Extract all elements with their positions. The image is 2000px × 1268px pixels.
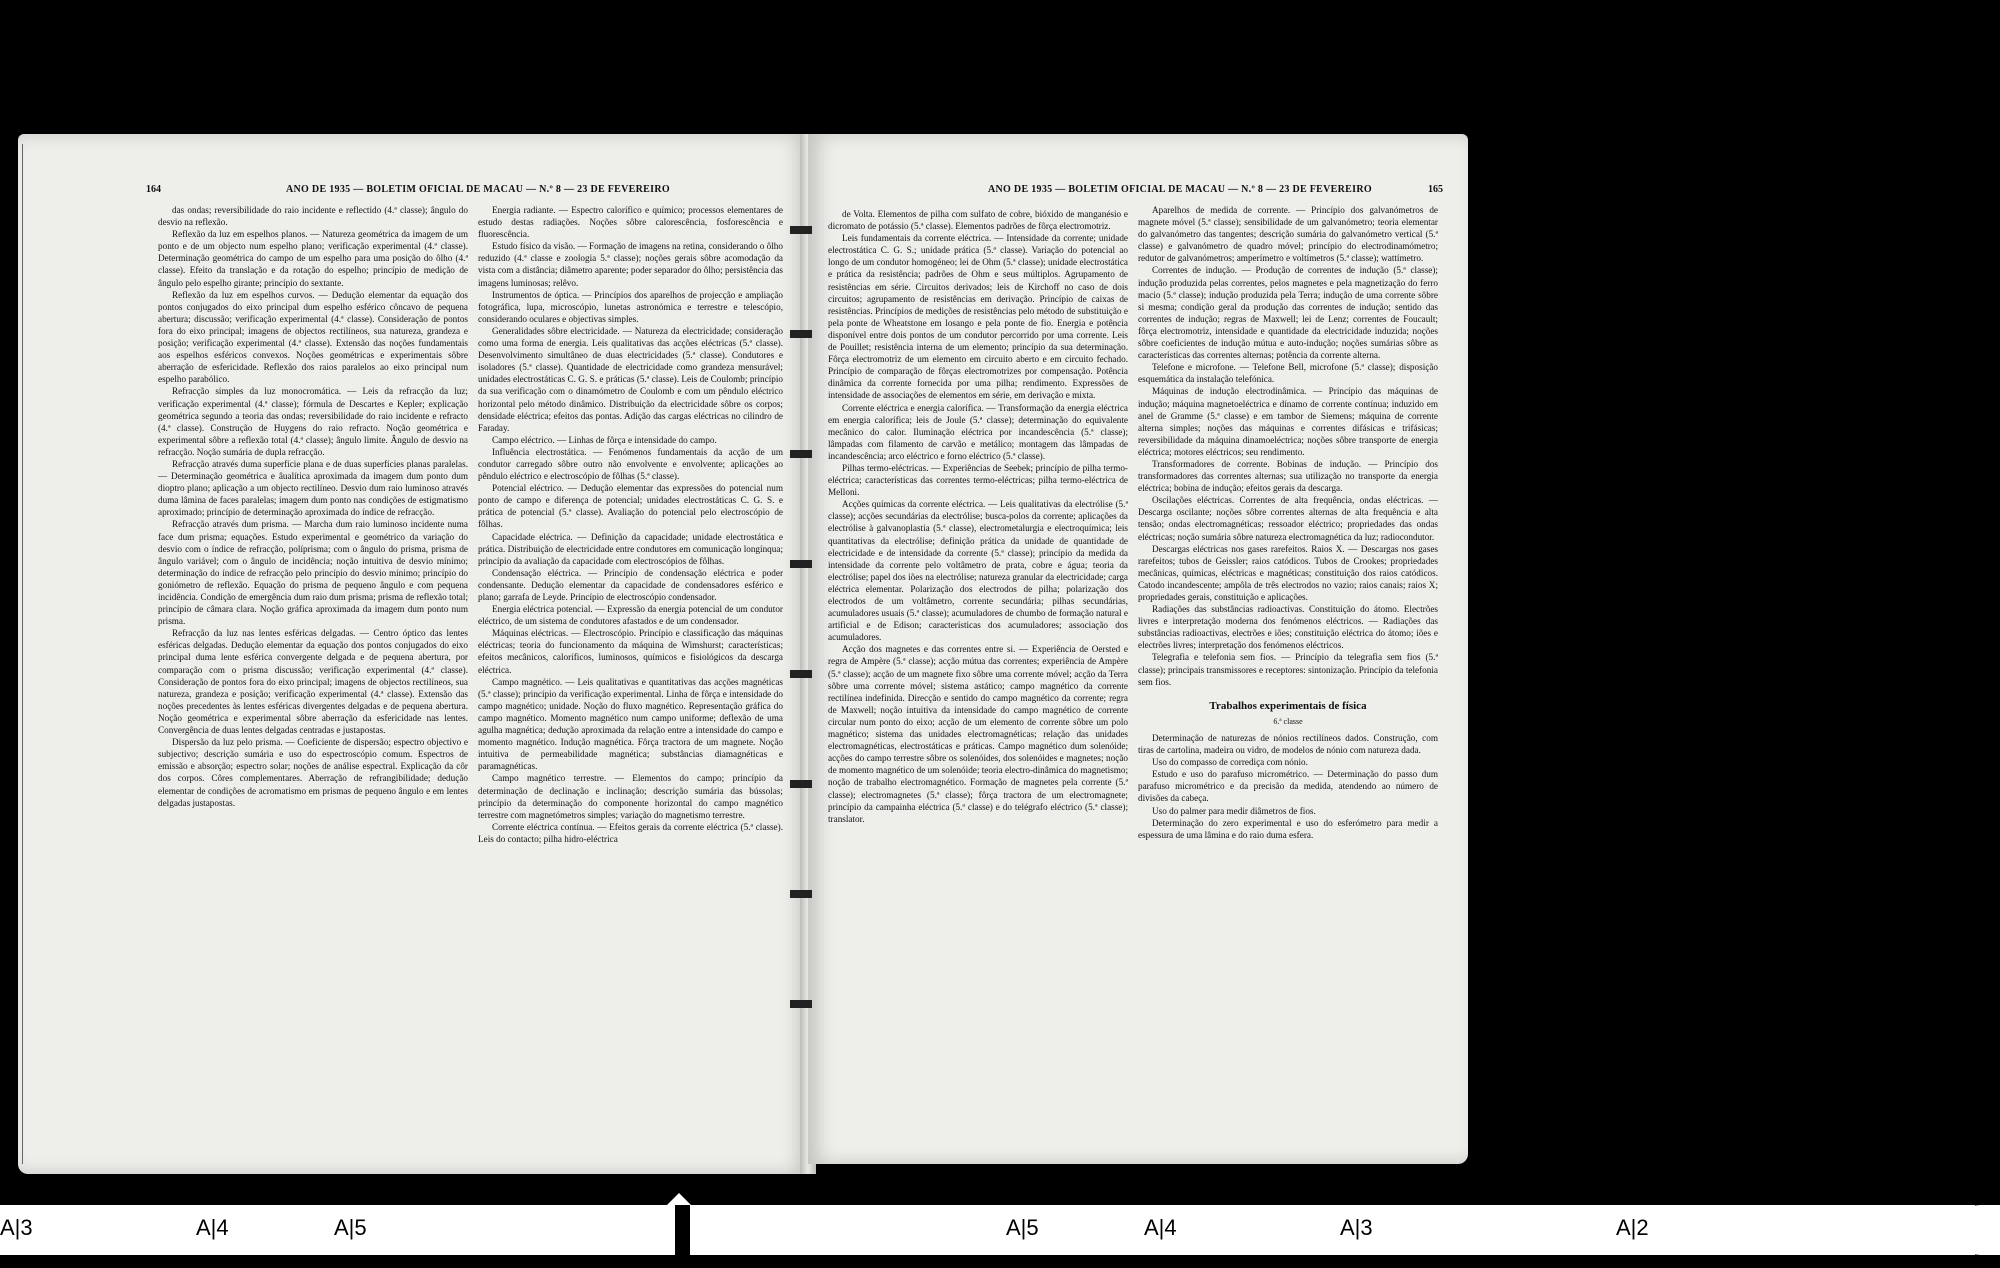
paragraph: Generalidades sôbre electricidade. — Natureza da electricidade; consideração como uma forma de energia. Leis qualitativas das acções eléctricas (5.ª classe). Desenvolvimento simultâneo de duas electricidades (5.ª classe). Condutores e isoladores (5.ª classe). Quantidade de electricidade como grandeza mensurável; unidades electrostáticas C. G. S. e práticas (5.ª classe). Leis de Coulomb; princípio da sua verificação com o dinamómetro de Coulomb e com um pêndulo eléctrico horizontal pelo método dinâmico. Distribuição da electricidade sôbre os corpos; densidade eléctrica; efeitos das pontas. Adição das cargas eléctricas no cilindro de Faraday. bbox=[478, 325, 783, 433]
margin-mark bbox=[790, 890, 812, 898]
right-page-column-1 bbox=[828, 208, 1128, 1158]
page-edge-lines bbox=[22, 144, 83, 1164]
margin-mark bbox=[790, 670, 812, 678]
right-page-header: ANO DE 1935 — BOLETIM OFICIAL DE MACAU — N.º 8 — 23 DE FEVEREIRO bbox=[988, 184, 1372, 195]
left-page-header: ANO DE 1935 — BOLETIM OFICIAL DE MACAU — N.º 8 — 23 DE FEVEREIRO bbox=[286, 184, 670, 195]
paragraph: Instrumentos de óptica. — Princípios dos aparelhos de projecção e ampliação fotográfica, lupa, microscópio, lunetas astronómica e terrestre e telescópio, considerando oculares e objectivas simples. bbox=[478, 289, 783, 324]
paragraph: Corrente eléctrica contínua. — Efeitos gerais da corrente eléctrica (5.ª classe). Leis do contacto; pilha hidro-eléctrica bbox=[478, 821, 783, 844]
paragraph: Influência electrostática. — Fenómenos fundamentais da acção de um condutor carregado sôbre outro não envolvente e envolvente; aplicações ao pêndulo eléctrico e electroscópio de fôlhas (5.ª classe). bbox=[478, 446, 783, 482]
ruler-label: A|4 bbox=[196, 1215, 229, 1240]
left-page-column-2 bbox=[478, 204, 783, 1164]
paragraph: Acções químicas da corrente eléctrica. — Leis qualitativas da electrólise (5.ª classe); acções secundárias da electrólise; busca-polos da corrente; aplicações da electrólise à galvanoplastia (5.ª classe), electrometalurgia e electroquímica; leis quantitativas da electrólise; definição prática da unidade de quantidade de electricidade e de intensidade da corrente (5.ª classe); princípio da medida da intensidade da corrente pelo voltâmetro de prata, cobre e água; teoria da electrólise; papel dos iões na electrólise; natureza granular da electricidade; carga eléctrica elementar. Polarização dos electrodos de pilha; polarização dos electrodos de um voltâmetro, corrente secundária; pilhas secundárias, acumuladores usuais (5.ª classe); acumuladores de chumbo de formação natural e artificial e de Edison; características dos acumuladores; associação dos acumuladores. bbox=[828, 499, 1128, 643]
paragraph: Campo magnético terrestre. — Elementos do campo; princípio da determinação de declinação e inclinação; descrição sumária das bússolas; princípio da determinação do componente horizontal do campo magnético terrestre com magnetómetros simples; variação do magnetismo terrestre. bbox=[478, 773, 783, 820]
paragraph: Aparelhos de medida de corrente. — Princípio dos galvanómetros de magnete móvel (5.ª classe); sensibilidade de um galvanómetro; teoria elementar do galvanómetro das tangentes; descrição sumária do galvanómetro vertical (5.ª classe) e galvanómetro de quadro móvel; princípio do electrodinamómetro; redutor de galvanómetros; amperímetro e voltímetros (5.ª classe); wattímetro. bbox=[1138, 205, 1438, 264]
paragraph: Corrente eléctrica e energia calorífica. — Transformação da energia eléctrica em energia calorífica; leis de Joule (5.ª classe); determinação do equivalente mecânico do calor. Iluminação eléctrica por incandescência (5.ª classe); lâmpadas com filamento de carvão e metálico; montagem das lâmpadas de incandescência; arco eléctrico e forno eléctrico (5.ª classe). bbox=[828, 402, 1128, 461]
paragraph: Correntes de indução. — Produção de correntes de indução (5.ª classe); indução produzida pelas correntes, pelos magnetes e pela magnetização do ferro macio (5.ª classe); indução produzida pela Terra; indução de uma corrente sôbre si mesma; condição geral da produção das correntes de indução; sentido das correntes de indução; regras de Maxwell; lei de Lenz; correntes de Foucault; fôrça electromotriz, intensidade e quantidade da electricidade induzida; noções sôbre coeficientes de indução mútua e auto-indução; noções sumárias sôbre as características das correntes alternas; potência da corrente alterna. bbox=[1138, 265, 1438, 361]
paragraph: Potencial eléctrico. — Dedução elementar das expressões do potencial num ponto de campo e diferença de potencial; unidades electrostáticas C. G. S. e prática de potencial (5.ª classe). Avaliação do potencial pelo electroscópio de fôlhas. bbox=[478, 483, 783, 530]
paragraph: Estudo e uso do parafuso micrométrico. — Determinação do passo dum parafuso micrométrico e da precisão da medida, atendendo ao número de divisões da cabeça. bbox=[1138, 769, 1438, 804]
paragraph: Energia radiante. — Espectro calorífico e químico; processos elementares de estudo destas radiações. Noções sôbre calorescência, fosforescência e fluorescência. bbox=[478, 205, 783, 240]
paragraph: Descargas eléctricas nos gases rarefeitos. Raios X. — Descargas nos gases rarefeitos; tubos de Geissler; raios catódicos. Tubos de Crookes; propriedades mecânicas, químicas, eléctricas e magnéticas; constituição dos raios catódicos. Catodo incandescente; ampôla de três electrodos no vazio; raios canais; raios X; propriedades gerais, constituição e aplicações. bbox=[1138, 543, 1438, 602]
paragraph: Reflexão da luz em espelhos curvos. — Dedução elementar da equação dos pontos conjugados do eixo principal dum espelho esférico côncavo de pequena abertura; discussão; verificação experimental (4.ª classe). Consideração de pontos fora do eixo principal; imagens de objectos rectilíneos, sua natureza, grandeza e posição; verificação experimental (4.ª classe). Extensão das noções fundamentais aos espelhos esféricos convexos. Noções geométricas e experimentais sôbre aberração de esfericidade. Reflexão dos raios paralelos ao eixo principal num espelho parabólico. bbox=[158, 289, 468, 385]
paragraph: Máquinas eléctricas. — Electroscópio. Princípio e classificação das máquinas eléctricas; teoria do funcionamento da máquina de Wimshurst; características; efeitos mecânicos, caloríficos, luminosos, químicos e fisiológicos da descarga eléctrica. bbox=[478, 628, 783, 675]
left-page-number: 164 bbox=[146, 184, 161, 195]
paragraph: Leis fundamentais da corrente eléctrica. — Intensidade da corrente; unidade electrostática C. G. S.; unidade prática (5.ª classe). Variação do potencial ao longo de um condutor homogéneo; lei de Ohm (5.ª classe); unidade electrostática e prática da resistência; padrões de Ohm e seus múltiplos. Agrupamento de resistências em série. Circuitos derivados; leis de Kirchoff no caso de dois circuitos; agrupamento de resistências em derivação. Princípio de caixas de resistências. Princípios de medições de resistências pelo método de substituição e pela ponte de Wheatstone em losango e pela ponte de fio. Energia e potência disponível entre dois pontos de um condutor percorrido por uma corrente. Leis de Pouillet; resistência interna de um elemento; princípio da sua determinação. Fôrça electromotriz de um elemento em circuito aberto e em circuito fechado. Princípio de comparação de fôrças electromotrizes por compensação. Potência dinâmica da corrente fornecida por uma pilha; rendimento. Expressões de intensidade de associações de elementos em série, em derivação e mixta. bbox=[828, 233, 1128, 401]
ruler-strip-right bbox=[690, 1205, 1975, 1255]
paragraph: das ondas; reversibilidade do raio incidente e reflectido (4.ª classe); ângulo do desvio na reflexão. bbox=[158, 205, 468, 228]
paragraph: Estudo físico da visão. — Formação de imagens na retina, considerando o ôlho reduzido (4.ª classe e zoologia 5.ª classe); noções gerais sôbre acomodação da vista com a distância; diâmetro aparente; poder separador do ôlho; persistência das imagens luminosas; relêvo. bbox=[478, 241, 783, 288]
left-page-column-1 bbox=[158, 204, 468, 1164]
document-spread bbox=[18, 134, 1468, 1174]
ruler-label: A|5 bbox=[334, 1215, 367, 1240]
margin-mark bbox=[790, 1000, 812, 1008]
paragraph: Campo magnético. — Leis qualitativas e quantitativas das acções magnéticas (5.ª classe); princípio da verificação experimental. Linha de fôrça e intensidade do campo magnético; unidade. Noção do fluxo magnético. Representação gráfica do campo magnético. Momento magnético num campo uniforme; deflexão de uma agulha magnética; dedução aproximada da relação entre a intensidade do campo e momento magnético. Indução magnética. Fôrça tractora de um magnete. Noção intuitiva de permeabilidade magnética; substâncias diamagnéticas e paramagnéticas. bbox=[478, 676, 783, 772]
section-subtitle: 6.ª classe bbox=[1273, 716, 1303, 726]
right-page-number: 165 bbox=[1428, 184, 1443, 195]
paragraph: Capacidade eléctrica. — Definição da capacidade; unidade electrostática e prática. Distribuição de electricidade entre condutores em comunicação longínqua; princípio da avaliação da capacidade com electroscópios de fôlhas. bbox=[478, 531, 783, 566]
paragraph: Refracção através dum prisma. — Marcha dum raio luminoso incidente numa face dum prisma; equações. Estudo experimental e geométrico da variação do desvio com o índice de refracção, políprisma; com o ângulo do prisma, prisma de ângulo variável; com o ângulo de incidência; noção intuitiva de desvio mínimo; determinação do índice de refracção pelo princípio do desvio mínimo; princípio do goniómetro de reflexão. Equação do prisma de pequeno ângulo e com pequena incidência. Condição de emergência dum raio dum prisma; prisma de reflexão total; princípio de câmara clara. Noção gráfica aproximada da imagem dum ponto num prisma. bbox=[158, 519, 468, 627]
ruler-notch bbox=[667, 1193, 691, 1205]
ruler-label: A|2 bbox=[1616, 1215, 1649, 1240]
paragraph: Refracção da luz nas lentes esféricas delgadas. — Centro óptico das lentes esféricas delgadas. Dedução elementar da equação dos pontos conjugados do eixo principal duma lente esférica convergente delgada e de pequena abertura, por comparação com o prisma discussão; verificação experimental (4.ª classe). Consideração de pontos fora do eixo principal; imagens de objectos rectilíneos, sua natureza, grandeza e posição; verificação experimental (4.ª classe). Extensão das noções precedentes às lentes esféricas divergentes delgadas e de pequena abertura. Noção geométrica e experimental sôbre aberração da esfericidade nas lentes. Convergência de duas lentes delgadas centradas e justapostas. bbox=[158, 628, 468, 736]
paragraph: Refracção simples da luz monocromática. — Leis da refracção da luz; verificação experimental (4.ª classe); fórmula de Descartes e Kepler; explicação geométrica segundo a teoria das ondas; reversibilidade do raio incidente e refracto (4.ª classe). Construção de Huygens do raio refracto. Noção geométrica e experimental sôbre a reflexão total (4.ª classe); ângulo limite. Ângulo de desvio na refracção. Noção sumária de dupla refracção. bbox=[158, 386, 468, 457]
margin-mark bbox=[790, 560, 812, 568]
scale-ruler bbox=[0, 1205, 2000, 1268]
paragraph: Energia eléctrica potencial. — Expressão da energia potencial de um condutor eléctrico, de um sistema de condutores afastados e de um condensador. bbox=[478, 604, 783, 627]
ruler-label: A|4 bbox=[1144, 1215, 1177, 1240]
paragraph: Telegrafia e telefonia sem fios. — Princípio da telegrafia sem fios (5.ª classe); principais transmissores e receptores: sintonização. Princípio da telefonia sem fios. bbox=[1138, 652, 1438, 687]
paragraph: Refracção através duma superfície plana e de duas superfícies planas paralelas. — Determinação geométrica e âualítica aproximada da imagem dum ponto dum dioptro plano; aplicação a um objecto rectilíneo. Desvio dum raio luminoso através duma lâmina de faces paralelas; imagem dum ponto nas condições de estigmatismo aproximado; princípio de determinação aproximada do índice de refracção. bbox=[158, 458, 468, 518]
paragraph: Acção dos magnetes e das correntes entre si. — Experiência de Oersted e regra de Ampère (5.ª classe); acção mútua das correntes; experiência de Ampère (5.ª classe); acção de um magnete fixo sôbre uma corrente móvel; acção da Terra sôbre uma corrente móvel; sistema astático; campo magnético da corrente rectilínea indefinida. Direcção e sentido do campo magnético da corrente; regra de Maxwell; noção intuitiva da intensidade do campo magnético de corrente circular num ponto do eixo; acção de um elemento de corrente sôbre um polo magnético; sistema das unidades electromagnéticas; relação das unidades electromagnéticas, electrostáticas e práticas. Campo magnético dum solenóide; acções do campo terrestre sôbre os solenóides, dos solenóides e magnetes; noção de momento magnético de um solenóide; teoria electro-dinâmica do magnetismo; noção de trabalho electromagnético. Formação de magnetes pela corrente (5.ª classe); electromagnetes (5.ª classe); fôrça tractora de um electromagnete; princípio da campainha eléctrica (5.ª classe) e do telégrafo eléctrico (5.ª classe); translator. bbox=[828, 644, 1128, 824]
paragraph: Dispersão da luz pelo prisma. — Coeficiente de dispersão; espectro objectivo e subjectivo; descrição sumária e uso do espectroscópio comum. Espectros de emissão e absorção; espectro solar; noções de análise espectral. Explicação da côr dos corpos. Côres complementares. Aberração de refrangibilidade; dedução elementar de condições de acromatismo em prismas de pequeno ângulo e em lentes delgadas justapostas. bbox=[158, 737, 468, 808]
ruler-label: A|3 bbox=[0, 1215, 33, 1240]
paragraph: Reflexão da luz em espelhos planos. — Natureza geométrica da imagem de um ponto e de um objecto num espelho plano; verificação experimental (4.ª classe). Determinação geométrica do campo de um espelho para uma posição do ôlho (4.ª classe). Efeito da translação e da rotação do espelho; princípio de medição de ângulo pelo espelho girante; princípio do sextante. bbox=[158, 229, 468, 288]
right-page bbox=[808, 134, 1468, 1164]
paragraph: Máquinas de indução electrodinâmica. — Princípio das máquinas de indução; máquina magnetoeléctrica e dínamo de corrente contínua; induzido em anel de Gramme (5.ª classe) e em tambor de Siemens; máquina de corrente alterna simples; noções das máquinas e correntes difásicas e trifásicas; reversibilidade da máquina dinamoeléctrica; noções sôbre transporte de energia eléctrica; motores eléctricos; seu rendimento. bbox=[1138, 386, 1438, 457]
paragraph: Uso do palmer para medir diâmetros de fios. bbox=[1152, 805, 1316, 816]
paragraph: Oscilações eléctricas. Correntes de alta frequência, ondas eléctricas. — Descarga oscilante; noções sôbre correntes alternas de alta frequência e alta tensão; ondas electromagnéticas; ressoador eléctrico; propriedades das ondas eléctricas; noção sumária sôbre natureza electromagnética da luz; radiocondutor. bbox=[1138, 495, 1438, 542]
margin-mark bbox=[790, 780, 812, 788]
paragraph: Condensação eléctrica. — Princípio de condensação eléctrica e poder condensante. Dedução elementar da capacidade de condensadores esférico e plano; garrafa de Leyde. Princípio de electroscópio condensador. bbox=[478, 567, 783, 602]
ruler-end-tab bbox=[1960, 1205, 2000, 1255]
ruler-label: A|5 bbox=[1006, 1215, 1039, 1240]
left-page bbox=[18, 134, 808, 1174]
margin-mark bbox=[790, 226, 812, 234]
paragraph: Uso do compasso de corrediça com nónio. bbox=[1152, 757, 1308, 768]
section-title: Trabalhos experimentais de física bbox=[1209, 699, 1367, 712]
ruler-label: A|3 bbox=[1340, 1215, 1373, 1240]
paragraph: Pilhas termo-eléctricas. — Experiências de Seebek; princípio de pilha termo-eléctrica; características das correntes termo-eléctricas; pilha termo-eléctrica de Melloni. bbox=[828, 462, 1128, 498]
paragraph: Determinação do zero experimental e uso do esferómetro para medir a espessura de uma lâmina e do raio duma esfera. bbox=[1138, 817, 1438, 840]
margin-mark bbox=[790, 450, 812, 458]
paragraph: Determinação de naturezas de nónios rectilíneos dados. Construção, com tiras de cartolina, madeira ou vidro, de modelos de nónio com natureza dada. bbox=[1138, 732, 1438, 756]
paragraph: Campo eléctrico. — Linhas de fôrça e intensidade do campo. bbox=[492, 434, 717, 445]
margin-mark bbox=[790, 330, 812, 338]
paragraph: de Volta. Elementos de pilha com sulfato de cobre, bióxido de manganésio e dicromato de potássio (5.ª classe). Elementos padrões de fôrça electromotriz. bbox=[828, 209, 1128, 232]
right-page-column-2 bbox=[1138, 204, 1438, 1154]
paragraph: Radiações das substâncias radioactivas. Constituição do átomo. Electrões livres e interpretação moderna dos fenómenos eléctricos. — Radiações das substâncias radioactivas, electrões e iões; constituição eléctrica do átomo; iões e electrões livres; interpretação dos fenómenos eléctricos. bbox=[1138, 604, 1438, 651]
paragraph: Transformadores de corrente. Bobinas de indução. — Princípio dos transformadores das correntes alternas; sua utilização no transporte da energia eléctrica; bobina de indução; efeitos gerais da descarga. bbox=[1138, 458, 1438, 494]
paragraph: Telefone e microfone. — Telefone Bell, microfone (5.ª classe); disposição esquemática da instalação telefónica. bbox=[1138, 362, 1438, 385]
